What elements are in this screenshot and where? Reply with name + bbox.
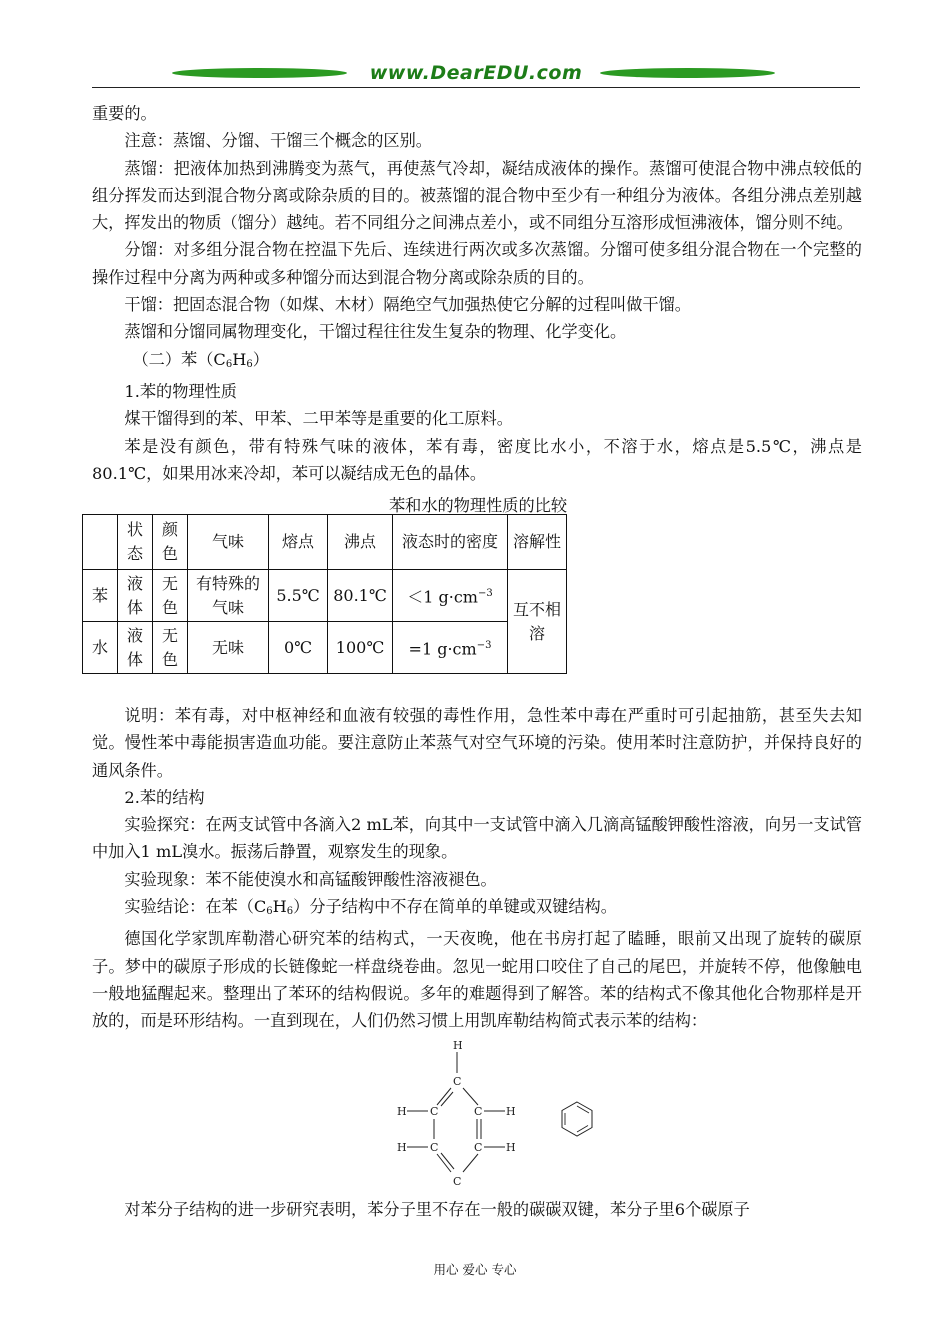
page-header — [92, 62, 860, 92]
paragraph: 重要的。 — [92, 104, 157, 123]
table-header-cell: 气味 — [188, 515, 269, 570]
table-header-row — [83, 515, 567, 570]
paragraph: 说明：苯有毒，对中枢神经和血液有较强的毒性作用，急性苯中毒在严重时可引起抽筋，甚至失去知觉。慢性苯中毒能损害造血功能。要注意防止苯蒸气对空气环境的污染。使用苯时注意防护，并保持良好的通风条件。 — [92, 706, 862, 780]
paragraph: 实验探究：在两支试管中各滴入2 mL苯，向其中一支试管中滴入几滴高锰酸钾酸性溶液，向另一支试管中加入1 mL溴水。振荡后静置，观察发生的现象。 — [92, 815, 862, 862]
bond-line — [463, 1154, 478, 1172]
site-name: www.DearEDU.com — [369, 62, 583, 84]
table-cell: 液体 — [118, 622, 153, 674]
paragraph: 煤干馏得到的苯、甲苯、二甲苯等是重要的化工原料。 — [124, 409, 513, 429]
table-row — [83, 622, 567, 674]
body-text-last — [92, 1196, 862, 1223]
bond-line — [577, 1106, 589, 1113]
atom-label: H — [397, 1141, 407, 1154]
atom-label: H — [397, 1105, 407, 1118]
atom-label: H — [506, 1105, 516, 1118]
atom-label: C — [453, 1075, 462, 1088]
paragraph: 干馏：把固态混合物（如煤、木材）隔绝空气加强热使它分解的过程叫做干馏。 — [124, 295, 691, 315]
body-text-top — [92, 100, 862, 487]
paragraph: 对苯分子结构的进一步研究表明，苯分子里不存在一般的碳碳双键，苯分子里6个碳原子 — [124, 1200, 750, 1219]
table-cell: 苯 — [83, 570, 118, 622]
table-header-cell: 沸点 — [328, 515, 393, 570]
table-header-cell: 熔点 — [269, 515, 328, 570]
table-cell: =1 $g\cdot cm^{-3}$ — [393, 622, 508, 674]
paragraph: 苯是没有颜色，带有特殊气味的液体，苯有毒，密度比水小，不溶于水，熔点是5.5℃，沸点是80.1℃，如果用冰来冷却，苯可以凝结成无色的晶体。 — [92, 436, 862, 483]
table-cell: 无色 — [153, 570, 188, 622]
table-row — [83, 570, 567, 622]
atom-label: C — [453, 1175, 462, 1188]
comparison-table — [82, 514, 567, 674]
table-header-cell: 颜色 — [153, 515, 188, 570]
subsection-title: 2.苯的结构 — [124, 787, 205, 807]
atom-label: C — [474, 1141, 483, 1154]
bond-line — [463, 1088, 478, 1105]
page-footer: 用心 爱心 专心 — [433, 1262, 517, 1277]
table-cell: 有特殊的气味 — [188, 570, 269, 622]
atom-label: H — [453, 1039, 463, 1052]
paragraph: 德国化学家凯库勒潜心研究苯的结构式，一天夜晚，他在书房打起了瞌睡，眼前又出现了旋转的碳原子。梦中的碳原子形成的长链像蛇一样盘绕卷曲。忽见一蛇用口咬住了自己的尾巴，并旋转不停，他像触电一般地猛醒起来。整理出了苯环的结构假说。多年的难题得到了解答。苯的结构式不像其他化合物那样是开放的，而是环形结构。一直到现在，人们仍然习惯上用凯库勒结构简式表示苯的结构： — [92, 929, 862, 1031]
paragraph: 实验现象：苯不能使溴水和高锰酸钾酸性溶液褪色。 — [124, 869, 497, 889]
table-header-cell: 溶解性 — [508, 515, 567, 570]
table-cell-solubility: 互不相溶 — [508, 570, 567, 674]
header-rule — [92, 87, 860, 88]
paragraph: 实验结论：在苯$(C_6H_6)$分子结构中不存在简单的单键或双键结构。 — [124, 897, 617, 918]
section-title: （二）苯$(C_6H_6)$ — [132, 349, 269, 370]
table-cell: 5.5℃ — [269, 570, 328, 622]
atom-label: C — [430, 1141, 439, 1154]
benzene-structure-diagram — [392, 1035, 622, 1195]
table-cell: 80.1℃ — [328, 570, 393, 622]
table-cell: 无味 — [188, 622, 269, 674]
atom-label: C — [430, 1105, 439, 1118]
table-caption: 苯和水的物理性质的比较 — [389, 496, 568, 515]
paragraph: 分馏：对多组分混合物在控温下先后、连续进行两次或多次蒸馏。分馏可使多组分混合物在一个完整的操作过程中分离为两种或多种馏分而达到混合物分离或除杂质的目的。 — [92, 240, 862, 287]
benzene-hexagon — [562, 1102, 592, 1136]
atom-label: C — [474, 1105, 483, 1118]
table-cell: ＜1 $g\cdot cm^{-3}$ — [393, 570, 508, 622]
paragraph: 注意：蒸馏、分馏、干馏三个概念的区别。 — [124, 131, 432, 151]
table-cell: 无色 — [153, 622, 188, 674]
table-cell: 100℃ — [328, 622, 393, 674]
bond-line — [441, 1092, 453, 1106]
table-header-cell: 状态 — [118, 515, 153, 570]
atom-label: H — [506, 1141, 516, 1154]
subsection-title: 1.苯的物理性质 — [124, 381, 237, 401]
table-cell: 0℃ — [269, 622, 328, 674]
paragraph: 蒸馏和分馏同属物理变化，干馏过程往往发生复杂的物理、化学变化。 — [124, 322, 627, 342]
table-cell: 液体 — [118, 570, 153, 622]
table-header-cell: 液态时的密度 — [393, 515, 508, 570]
table-cell: 水 — [83, 622, 118, 674]
body-text-bottom — [92, 702, 862, 1035]
table-header-cell — [83, 515, 118, 570]
paragraph: 蒸馏：把液体加热到沸腾变为蒸气，再使蒸气冷却，凝结成液体的操作。蒸馏可使混合物中沸点较低的组分挥发而达到混合物分离或除杂质的目的。被蒸馏的混合物中至少有一种组分为液体。各组分沸点差别越大，挥发出的物质（馏分）越纯。若不同组分之间沸点差小，或不同组分互溶形成恒沸液体，馏分则不纯。 — [92, 158, 862, 233]
